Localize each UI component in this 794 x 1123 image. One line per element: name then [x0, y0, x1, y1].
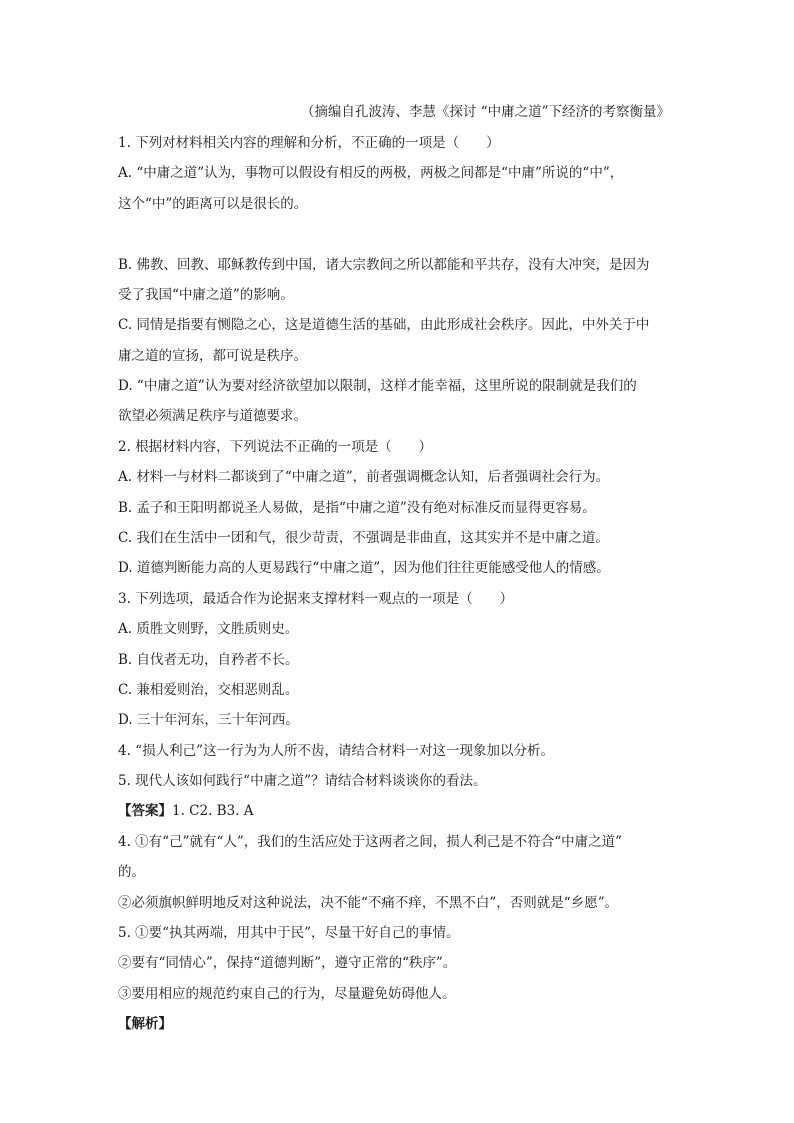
question-3-option-b: B. 自伐者无功，自矜者不长。 — [118, 652, 299, 668]
answer-5-line3: ③要用相应的规范约束自己的行为，尽量避免妨碍他人。 — [118, 986, 456, 1002]
answer-5-line2: ②要有“同情心”，保持“道德判断”，遵守正常的“秩序”。 — [118, 955, 457, 971]
question-1-option-b-line2: 受了我国“中庸之道”的影响。 — [118, 287, 294, 303]
question-2-stem: 2. 根据材料内容，下列说法不正确的一项是（ ） — [118, 439, 433, 455]
question-1-option-c-line1: C. 同情是指要有恻隐之心，这是道德生活的基础，由此形成社会秩序。因此，中外关于中 — [118, 317, 650, 333]
question-4: 4. “损人利己”这一行为为人所不齿，请结合材料一对这一现象加以分析。 — [118, 743, 554, 759]
question-1-option-b-line1: B. 佛教、回教、耶稣教传到中国，诸大宗教间之所以都能和平共存，没有大冲突，是因为 — [118, 257, 650, 273]
analysis-label: 【解析】 — [118, 1016, 172, 1032]
question-1-option-a-line2: 这个“中”的距离可以是很长的。 — [118, 196, 308, 212]
question-2-option-c: C. 我们在生活中一团和气，很少苛责，不强调是非曲直，这其实并不是中庸之道。 — [118, 530, 609, 546]
question-1-option-c-line2: 庸之道的宣扬，都可说是秩序。 — [118, 348, 307, 364]
answer-4-line1: 4. ①有“己”就有“人”，我们的生活应处于这两者之间，损人利己是不符合“中庸之道” — [118, 834, 623, 850]
question-3-stem: 3. 下列选项，最适合作为论据来支撑材料一观点的一项是（ ） — [118, 591, 514, 607]
question-1-option-a-line1: A. “中庸之道”认为，事物可以假设有相反的两极，两极之间都是“中庸”所说的“中”， — [118, 165, 624, 181]
answer-4-line3: ②必须旗帜鲜明地反对这种说法，决不能“不痛不痒，不黑不白”，否则就是“乡愿”。 — [118, 895, 619, 911]
question-2-option-d: D. 道德判断能力高的人更易践行“中庸之道”，因为他们往往更能感受他人的情感。 — [118, 560, 610, 576]
question-1-option-d-line1: D. “中庸之道”认为要对经济欲望加以限制，这样才能幸福，这里所说的限制就是我们的 — [118, 378, 637, 394]
question-2-option-b: B. 孟子和王阳明都说圣人易做，是指“中庸之道”没有绝对标准反而显得更容易。 — [118, 500, 596, 516]
answer-5-line1: 5. ①要“执其两端，用其中于民”，尽量干好自己的事情。 — [118, 925, 460, 941]
question-1-option-d-line2: 欲望必须满足秩序与道德要求。 — [118, 408, 307, 424]
source-citation: （摘编自孔波涛、李慧《探讨 “中庸之道”下经济的考察衡量》 — [300, 104, 670, 120]
question-1-stem: 1. 下列对材料相关内容的理解和分析，不正确的一项是（ ） — [118, 135, 500, 151]
question-3-option-c: C. 兼相爱则治，交相恶则乱。 — [118, 682, 299, 698]
answer-label: 【答案】 — [118, 803, 172, 819]
question-3-option-d: D. 三十年河东，三十年河西。 — [118, 712, 299, 728]
question-2-option-a: A. 材料一与材料二都谈到了“中庸之道”，前者强调概念认知，后者强调社会行为。 — [118, 469, 610, 485]
question-3-option-a: A. 质胜文则野，文胜质则史。 — [118, 621, 299, 637]
answer-choices: 1. C2. B3. A — [172, 803, 254, 819]
question-5: 5. 现代人该如何践行“中庸之道”？请结合材料谈谈你的看法。 — [118, 773, 487, 789]
answer-row — [118, 801, 678, 821]
answer-4-line2: 的。 — [118, 864, 145, 880]
